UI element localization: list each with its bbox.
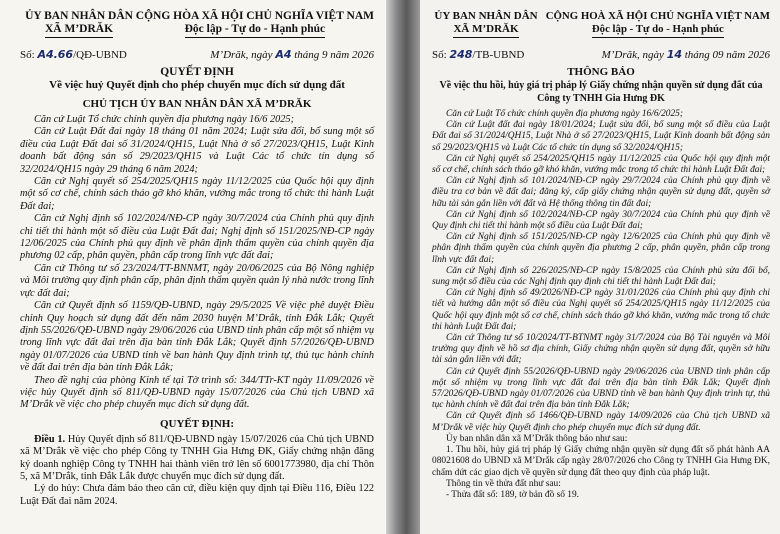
reference-line bbox=[20, 48, 374, 64]
document-date: M’Drăk, ngày 14 tháng 09 năm 2026 bbox=[601, 48, 770, 61]
notice-item-1: 1. Thu hồi, hủy giá trị pháp lý Giấy chứng nhận quyền sử dụng đất số phát hành AA 08021608 do UBND xã M’Drắk cấp ngày 28/07/2026 cho Công ty TNHH Gia Hưng ĐK, chấm dứt các giao dịch về quyền sử dụng đất theo quy định của pháp luật. bbox=[432, 445, 770, 478]
document-title: QUYẾT ĐỊNH bbox=[160, 66, 234, 78]
document-title: THÔNG BÁO bbox=[567, 66, 635, 78]
issuing-organization bbox=[432, 10, 540, 38]
parcel-line: - Thửa đất số: 189, tờ bản đồ số 19. bbox=[446, 489, 580, 500]
handwritten-number: A4.66 bbox=[37, 48, 74, 61]
legal-basis-9: Căn cứ Thông tư số 10/2024/TT-BTNMT ngày 31/7/2024 của Bộ Tài nguyên và Môi trường quy định về hồ sơ địa chính, Giấy chứng nhận quyền sử dụng đất, quyền sở hữu tài sản gắn liền với đất; bbox=[432, 333, 770, 366]
legal-basis-6: Căn cứ Quyết định số 1159/QĐ-UBND, ngày 29/5/2025 Về việc phê duyệt Điều chỉnh Quy hoạch sử dụng đất đến năm 2030 huyện M’Drắk, tỉnh Đắk Lắk; Quyết định 55/2026/QĐ-UBND ngày 29/06/2026 của UBND tỉnh phân cấp một số nhiệm vụ trong lĩnh vực đất đai trên địa bàn tỉnh Đắk Lắk; Quyết định 57/2026/QĐ-UBND ngày 01/07/2026 của UBND tỉnh về ban hành Quy định trình tự, thủ tục hành chính về đất đai trên địa bàn tỉnh Đắk Lắk; bbox=[20, 300, 374, 374]
proposal-paragraph: Theo đề nghị của phòng Kinh tế tại Tờ trình số: 344/TTr-KT ngày 11/09/2026 về việc hủy Quyết định số 811/QĐ-UBND ngày 15/07/2026 của Chủ tịch UBND xã M’Drắk về việc cho phép chuyển mục đích sử dụng đất. bbox=[20, 374, 374, 411]
document-header bbox=[432, 6, 770, 48]
legal-basis-8: Căn cứ Nghị định số 49/2026/NĐ-CP ngày 31/01/2026 của Chính phủ quy định chi tiết và hướng dẫn một số điều của Nghị quyết số 254/2025/QH15 ngày 11/12/2025 của Quốc hội quy định một số cơ chế, chính sách tháo gỡ khó khăn, vướng mắc trong tổ chức thi hành Luật Đất đai; bbox=[432, 288, 770, 332]
document-subtitle: Về việc thu hồi, hủy giá trị pháp lý Giấy chứng nhận quyền sử dụng đất của Công ty TNHH Gia Hưng ĐK bbox=[439, 80, 763, 104]
legal-basis-4: Căn cứ Nghị định số 101/2024/NĐ-CP ngày 29/7/2024 của Chính phủ quy định về điều tra cơ bản về đất đai; đăng ký, cấp giấy chứng nhận quyền sử dụng đất, quyền sở hữu tài sản gắn liền với đất và Hệ thống thông tin đất đai; bbox=[432, 176, 770, 209]
legal-basis-5: Căn cứ Thông tư số 23/2024/TT-BNNMT, ngày 20/06/2025 của Bộ Nông nghiệp và Môi trường quy định phân cấp, phân định thẩm quyền quản lý nhà nước trong lĩnh vực đất đai; bbox=[20, 262, 374, 299]
article-1-label: Điều 1. bbox=[34, 433, 66, 445]
legal-basis-3: Căn cứ Nghị quyết số 254/2025/QH15 ngày 11/12/2025 của Quốc hội quy định một số cơ chế, chính sách tháo gỡ khó khăn, vướng mắc trong tổ chức thi hành Luật Đất đai; bbox=[20, 176, 374, 212]
nation-line-1: CỘNG HOÀ XÃ HỘI CHỦ NGHĨA VIỆT NAM bbox=[545, 10, 770, 22]
parcel-info-label: Thông tin về thửa đất như sau: bbox=[446, 478, 561, 489]
org-line-1: ỦY BAN NHÂN DÂN bbox=[25, 10, 133, 22]
handwritten-day: A4 bbox=[275, 48, 292, 61]
nation-line-1: CỘNG HÒA XÃ HỘI CHỦ NGHĨA VIỆT NAM bbox=[135, 10, 374, 22]
page-gap-shadow bbox=[386, 0, 420, 534]
decision-document-page bbox=[0, 0, 386, 534]
legal-basis-5: Căn cứ Nghị định số 102/2024/NĐ-CP ngày 30/7/2024 của Chính phủ quy định về Quy định chi tiết thi hành một số điều của Luật Đất đai; bbox=[432, 209, 770, 232]
notice-intro: Ủy ban nhân dân xã M’Drắk thông báo như sau: bbox=[446, 433, 628, 444]
legal-basis-11: Căn cứ Quyết định số 1466/QĐ-UBND ngày 14/09/2026 của Chủ tịch UBND xã M’Drắk về việc hủy Quyết định cho phép chuyển mục đích sử dụng đất. bbox=[432, 411, 770, 433]
legal-basis-2: Căn cứ Luật Đất đai ngày 18 tháng 01 năm 2024; Luật sửa đổi, bổ sung một số điều của Luật Đất đai số 31/2024/QH15, Luật Nhà ở số 27/2023/QH15, Luật Kinh doanh bất động sản số 29/2023/QH15 và Luật Các tổ chức tín dụng số 32/2024/QH15 ngày 29 tháng 6 năm 2024; bbox=[20, 126, 374, 175]
legal-basis-3: Căn cứ Nghị quyết số 254/2025/QH15 ngày 11/12/2025 của Quốc hội quy định một số cơ chế, chính sách tháo gỡ khó khăn, vướng mắc trong tổ chức thi hành Luật Đất đai; bbox=[432, 153, 770, 176]
legal-basis-6: Căn cứ Nghị định số 151/2025/NĐ-CP ngày 12/6/2025 của Chính phủ quy định về phân định thẩm quyền của chính quyền địa phương 2 cấp, phân quyền, phân cấp trong lĩnh vực đất đai; bbox=[432, 232, 770, 265]
notice-document-page bbox=[420, 0, 780, 534]
legal-basis-2: Căn cứ Luật đất đai ngày 18/01/2024; Luật sửa đổi, bổ sung một số điều của Luật Đất đai số 31/2024/QH15, Luật Nhà ở số 27/2023/QH15, Luật Kinh doanh bất động sản số 29/2023/QH15 và Luật Các tổ chức tín dụng số 32/2024/QH15; bbox=[432, 120, 770, 153]
authority-heading: CHỦ TỊCH ỦY BAN NHÂN DÂN XÃ M’DRĂK bbox=[82, 98, 312, 110]
cancellation-reason: Lý do hủy: Chưa đảm bảo theo căn cứ, điều kiện quy định tại Điều 116, Điều 122 Luật Đất đai năm 2024. bbox=[20, 483, 374, 507]
article-1 bbox=[20, 434, 374, 484]
nation-line-2: Độc lập - Tự do - Hạnh phúc bbox=[592, 23, 724, 38]
reference-line bbox=[432, 48, 770, 64]
legal-basis-7: Căn cứ Nghị định số 226/2025/NĐ-CP ngày 15/8/2025 của Chính phủ sửa đổi bổ, sung một số điều của các Nghị định quy định chi tiết thi hành Luật Đất đai; bbox=[432, 265, 770, 288]
document-header bbox=[20, 6, 374, 48]
org-line-2: XÃ M’DRĂK bbox=[45, 23, 113, 38]
handwritten-number: 248 bbox=[449, 48, 473, 61]
org-line-2: XÃ M’DRĂK bbox=[453, 23, 518, 38]
legal-basis-1: Căn cứ Luật Tổ chức chính quyền địa phương ngày 16/6/2025; bbox=[446, 109, 683, 119]
document-subtitle: Về việc huỷ Quyết định cho phép chuyển mục đích sử dụng đất bbox=[49, 79, 345, 91]
document-number: Số: 248/TB-UBND bbox=[432, 48, 525, 61]
handwritten-day: 14 bbox=[666, 48, 682, 61]
document-date: M’Drăk, ngày A4 tháng 9 năm 2026 bbox=[210, 48, 374, 61]
legal-basis-4: Căn cứ Nghị định số 102/2024/NĐ-CP ngày 30/7/2024 của Chính phủ quy định chi tiết thi hành một số điều của Luật Đất đai; Nghị định số 151/2025/NĐ-CP ngày 12/06/2025 của Chính phủ quy định về phân định thẩm quyền của chính quyền địa phương 02 cấp, phân quyền, phân cấp trong lĩnh vực đất đai; bbox=[20, 213, 374, 262]
legal-basis-1: Căn cứ Luật Tổ chức chính quyền địa phương ngày 16/6 2025; bbox=[34, 114, 295, 125]
national-motto bbox=[136, 10, 374, 38]
article-1-text: Hủy Quyết định số 811/QĐ-UBND ngày 15/07/2026 của Chủ tịch UBND xã M’Drắk về việc cho phép Công ty TNHH Gia Hưng ĐK, Giấy chứng nhận đăng ký doanh nghiệp Công ty TNHH hai thành viên trở lên số 6001773980, địa chỉ Thôn 5, xã M’Drắk, tỉnh Đắk Lắk được chuyển mục đích sử dụng đất. bbox=[20, 433, 374, 482]
decides-heading: QUYẾT ĐỊNH: bbox=[159, 417, 235, 430]
national-motto bbox=[546, 10, 770, 38]
issuing-organization bbox=[20, 10, 138, 38]
legal-basis-10: Căn cứ Quyết định 55/2026/QĐ-UBND ngày 29/06/2026 của UBND tỉnh phân cấp một số nhiệm vụ trong lĩnh vực đất đai trên địa bàn tỉnh Đắk Lắk; Quyết định 57/2026/QĐ-UBND ngày 01/07/2026 của UBND tỉnh về ban hành Quy định trình tự, thủ tục hành chính về đất đai trên địa bàn tỉnh Đắk Lắk; bbox=[432, 366, 770, 411]
document-number: Số: A4.66/QĐ-UBND bbox=[20, 48, 127, 61]
nation-line-2: Độc lập - Tự do - Hạnh phúc bbox=[185, 23, 326, 38]
org-line-1: ỦY BAN NHÂN DÂN bbox=[434, 10, 538, 22]
